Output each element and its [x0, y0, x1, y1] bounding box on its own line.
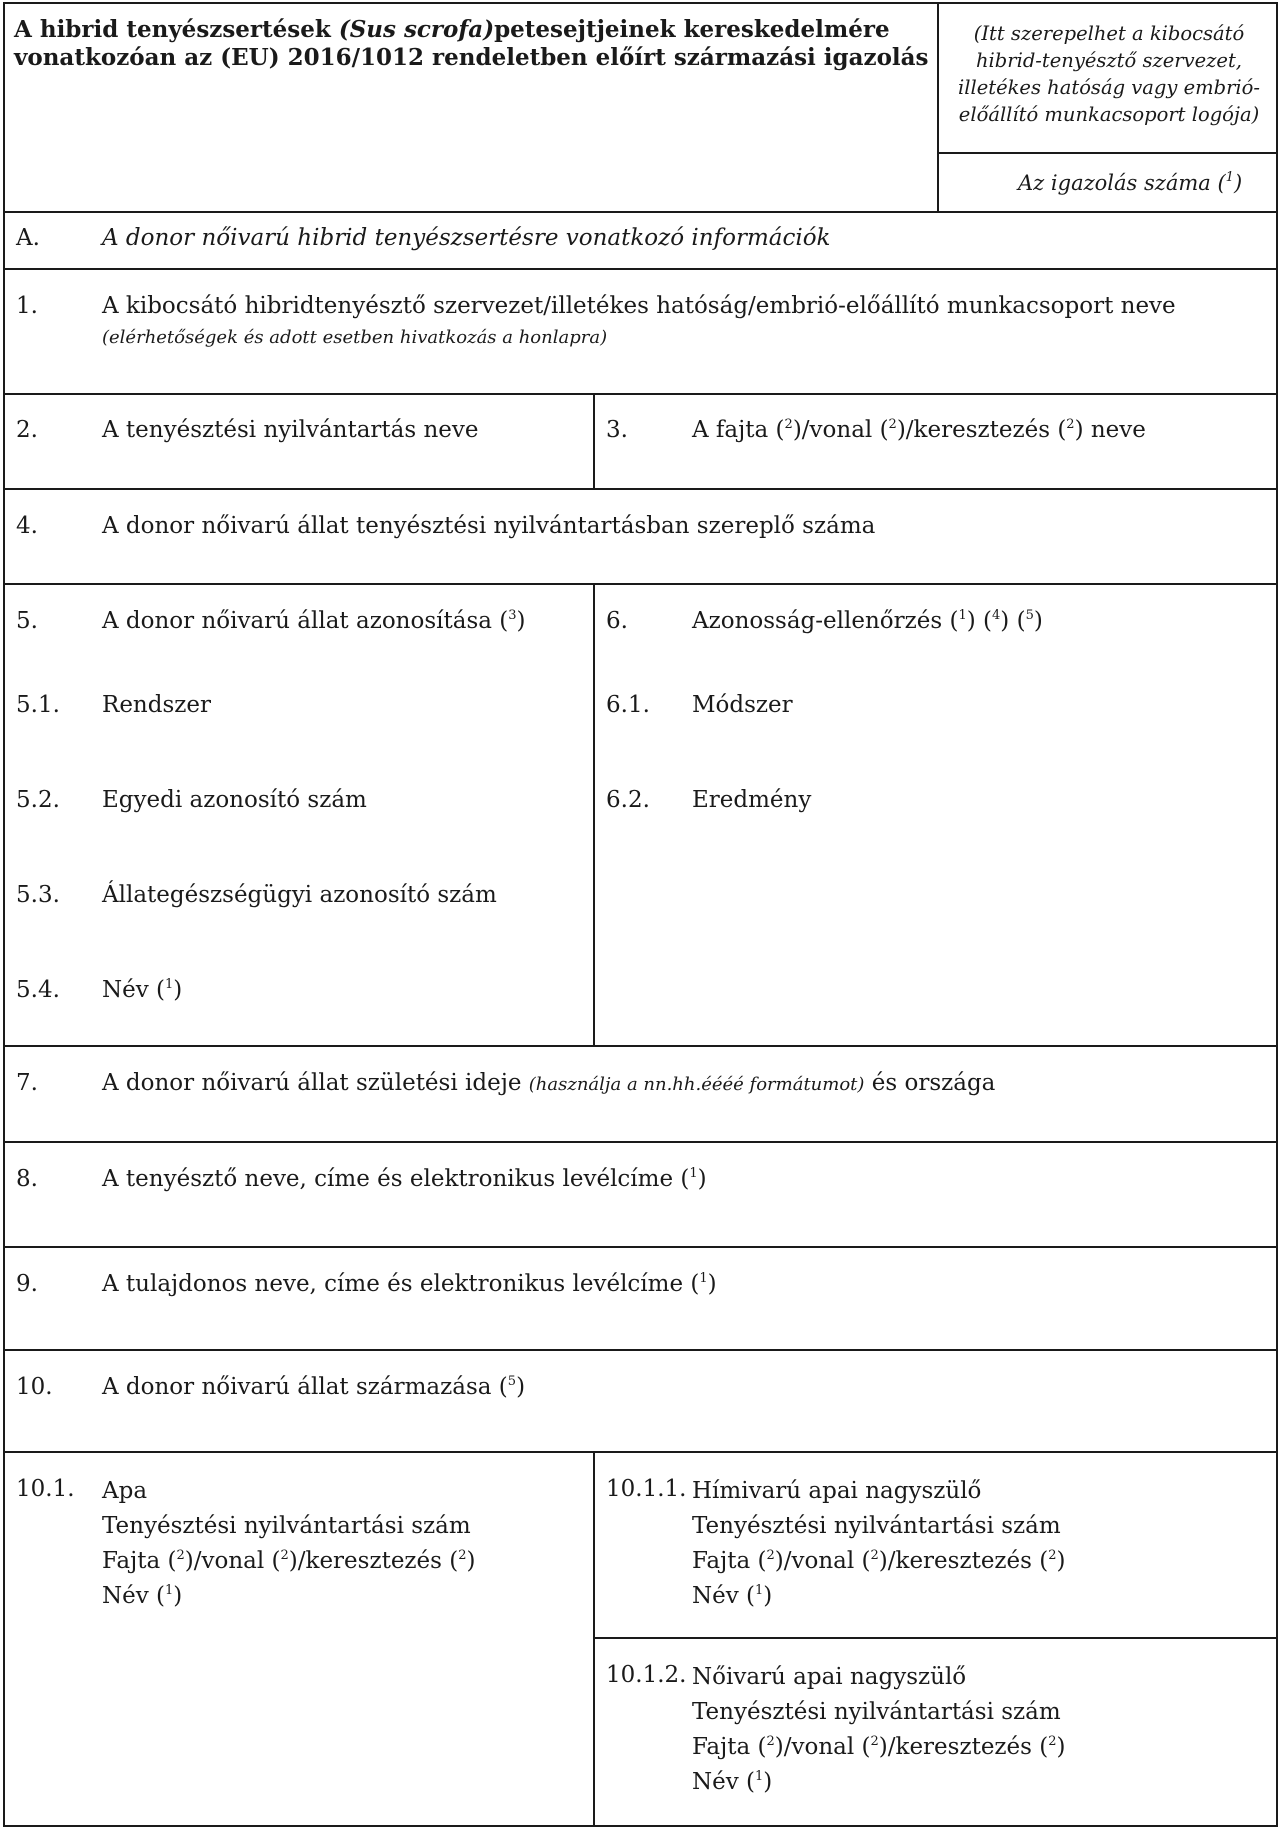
field-4-label: A donor nőivarú állat tenyésztési nyilvántartásban szereplő száma	[102, 513, 876, 539]
divider	[3, 1045, 1278, 1047]
field-8-label: A tenyésztő neve, címe és elektronikus levélcíme ($^1$)	[102, 1166, 707, 1192]
divider	[3, 268, 1278, 270]
field-5-3-label: Állategészségügyi azonosító szám	[102, 882, 497, 908]
field-6-number: 6.	[606, 608, 628, 634]
field-6-2-number: 6.2.	[606, 787, 650, 813]
divider	[3, 1246, 1278, 1248]
field-6-1-number: 6.1.	[606, 692, 650, 718]
field-5-2-label: Egyedi azonosító szám	[102, 787, 367, 813]
field-1-number: 1.	[16, 293, 38, 319]
certificate-title: A hibrid tenyészsertések (Sus scrofa)petesejtjeinek kereskedelmére vonatkozóan az (EU) 2016/1012 rendeletben előírt származási igazolás	[14, 16, 929, 71]
divider	[593, 1451, 595, 1826]
certificate-number-label: Az igazolás száma ($^1$)	[1018, 170, 1243, 195]
field-6-1-label: Módszer	[692, 692, 793, 718]
granddam-registry-number-label: Tenyésztési nyilvántartási szám	[692, 1699, 1061, 1725]
divider	[939, 152, 1278, 154]
divider	[593, 583, 595, 1046]
granddam-block	[692, 1660, 1066, 1800]
field-6-label: Azonosság-ellenőrzés ($^1$) ($^4$) ($^5$)	[692, 608, 1043, 634]
field-1-label: A kibocsátó hibridtenyésztő szervezet/illetékes hatóság/embrió-előállító munkacsoport neve (elérhetőségek és adott esetben hivatkozás a honlapra)	[102, 293, 1176, 348]
divider	[3, 1141, 1278, 1143]
field-10-label: A donor nőivarú állat származása ($^5$)	[102, 1374, 526, 1400]
field-9-number: 9.	[16, 1271, 38, 1297]
grandsire-number: 10.1.1.	[606, 1476, 687, 1502]
field-2-label: A tenyésztési nyilvántartás neve	[102, 417, 479, 443]
field-5-3-number: 5.3.	[16, 882, 60, 908]
grandsire-title: Hímivarú apai nagyszülő	[692, 1478, 982, 1504]
granddam-title: Nőivarú apai nagyszülő	[692, 1664, 967, 1690]
field-5-1-number: 5.1.	[16, 692, 60, 718]
section-a-number: A.	[16, 225, 40, 251]
field-5-4-label: Név ($^1$)	[102, 977, 183, 1003]
divider	[937, 2, 939, 212]
divider	[3, 488, 1278, 490]
divider	[3, 1349, 1278, 1351]
field-7-number: 7.	[16, 1070, 38, 1096]
field-8-number: 8.	[16, 1166, 38, 1192]
field-5-label: A donor nőivarú állat azonosítása ($^3$)	[102, 608, 526, 634]
grandsire-name-label: Név ($^1$)	[692, 1583, 773, 1609]
field-5-2-number: 5.2.	[16, 787, 60, 813]
sire-name-label: Név ($^1$)	[102, 1583, 183, 1609]
field-6-2-label: Eredmény	[692, 787, 812, 813]
grandsire-block	[692, 1474, 1066, 1614]
field-2-number: 2.	[16, 417, 38, 443]
field-10-number: 10.	[16, 1374, 53, 1400]
field-5-4-number: 5.4.	[16, 977, 60, 1003]
field-4-number: 4.	[16, 513, 38, 539]
divider	[3, 1451, 1278, 1453]
divider	[593, 1637, 1278, 1639]
section-a-heading: A donor nőivarú hibrid tenyészsertésre vonatkozó információk	[102, 225, 831, 251]
field-3-number: 3.	[606, 417, 628, 443]
granddam-name-label: Név ($^1$)	[692, 1769, 773, 1795]
divider	[3, 393, 1278, 395]
field-9-label: A tulajdonos neve, címe és elektronikus levélcíme ($^1$)	[102, 1271, 717, 1297]
sire-block	[102, 1474, 476, 1614]
sire-breed-label: Fajta ($^2$)/vonal ($^2$)/keresztezés ($^2$)	[102, 1548, 476, 1574]
sire-title: Apa	[102, 1478, 148, 1504]
sire-number: 10.1.	[16, 1476, 75, 1502]
granddam-breed-label: Fajta ($^2$)/vonal ($^2$)/keresztezés ($^2$)	[692, 1734, 1066, 1760]
sire-registry-number-label: Tenyésztési nyilvántartási szám	[102, 1513, 471, 1539]
field-7-label: A donor nőivarú állat születési ideje (használja a nn.hh.éééé formátumot) és országa	[102, 1070, 996, 1096]
divider	[593, 393, 595, 489]
grandsire-registry-number-label: Tenyésztési nyilvántartási szám	[692, 1513, 1061, 1539]
divider	[3, 583, 1278, 585]
grandsire-breed-label: Fajta ($^2$)/vonal ($^2$)/keresztezés ($^2$)	[692, 1548, 1066, 1574]
logo-placeholder-note: (Itt szerepelhet a kibocsátó hibrid-tenyésztő szervezet, illetékes hatóság vagy embrió-előállító munkacsoport logója)	[957, 22, 1260, 126]
field-3-label: A fajta ($^2$)/vonal ($^2$)/keresztezés ($^2$) neve	[692, 417, 1146, 443]
divider	[3, 211, 1278, 213]
field-5-number: 5.	[16, 608, 38, 634]
field-5-1-label: Rendszer	[102, 692, 211, 718]
granddam-number: 10.1.2.	[606, 1662, 687, 1688]
